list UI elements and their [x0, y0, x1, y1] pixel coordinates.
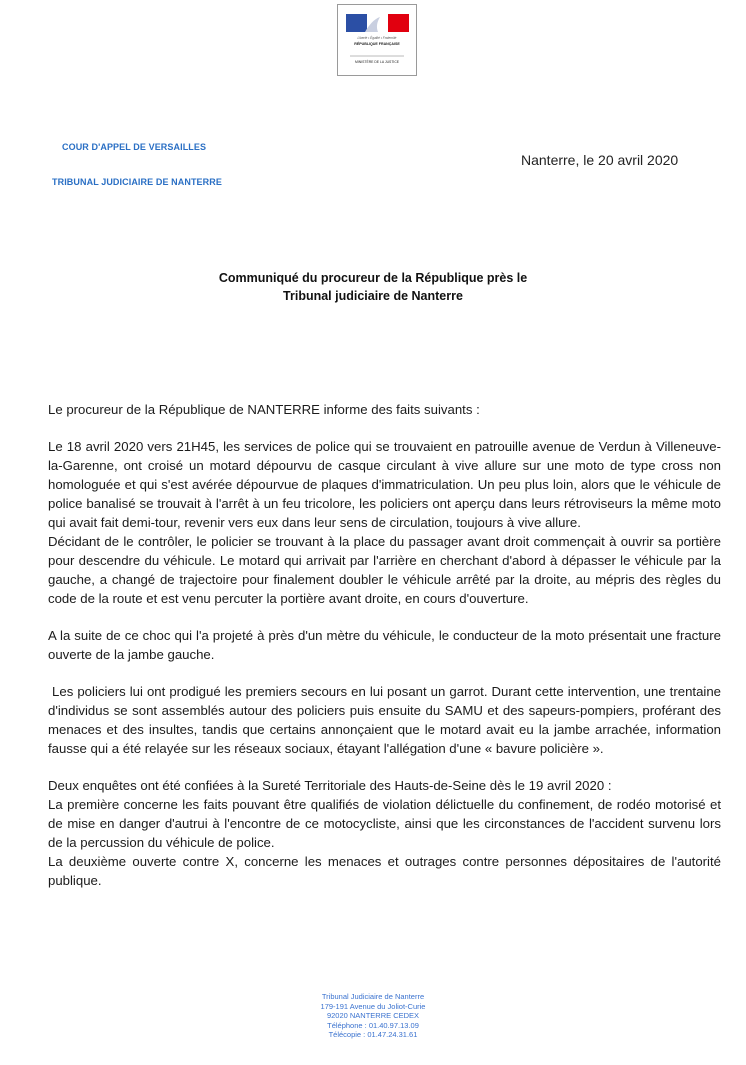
document-body [48, 400, 725, 890]
date-line: Nanterre, le 20 avril 2020 [521, 152, 679, 168]
paragraph-control: Décidant de le contrôler, le policier se trouvant à la place du passager avant droit commençait à ouvrir sa portière pour descendre du véhicule. Le motard qui arrivait par l'arrière en cherchant d'abord à dépasser le véhicule par la gauche, a changé de trajectoire pour finalement doubler le véhicule arrêté par la droite, au mépris des règles du code de la route et est venu percuter la portière avant droite, en cours d'ouverture. [48, 534, 721, 606]
paragraph-second-investigation: La deuxième ouverte contre X, concerne les menaces et outrages contre personnes dépositaires de l'autorité publique. [48, 854, 721, 888]
paragraph-injury: A la suite de ce choc qui l'a projeté à près d'un mètre du véhicule, le conducteur de la moto présentait une fracture ouverte de la jambe gauche. [48, 628, 721, 662]
logo-motto: Liberté • Égalité • Fraternité [357, 36, 397, 40]
paragraph-facts: Le 18 avril 2020 vers 21H45, les services de police qui se trouvaient en patrouille avenue de Verdun à Villeneuve-la-Garenne, ont croisé un motard dépourvu de casque circulant à vive allure sur une moto de type cross non homologuée et qui s'est avérée dépourvue de plaques d'immatriculation. Un peu plus loin, alors que le véhicule de police banalisé se trouvait à l'arrêt à un feu tricolore, les policiers ont aperçu dans leurs rétroviseurs la même moto qui avait fait demi-tour, revenir vers eux dans leur sens de circulation, toujours à vive allure. [48, 439, 721, 530]
paragraph-investigations: Deux enquêtes ont été confiées à la Sureté Territoriale des Hauts-de-Seine dès le 19 avril 2020 : [48, 778, 612, 793]
logo-republic: RÉPUBLIQUE FRANÇAISE [354, 42, 400, 46]
title-line-2: Tribunal judiciaire de Nanterre [283, 289, 463, 303]
footer-line-name: Tribunal Judiciaire de Nanterre [321, 992, 425, 1001]
court-name: COUR D'APPEL DE VERSAILLES [62, 142, 207, 152]
footer-line-fax: Télécopie : 01.47.24.31.61 [328, 1030, 418, 1039]
ministry-logo [337, 4, 417, 76]
footer-address [0, 992, 746, 1040]
intro-paragraph: Le procureur de la République de NANTERRE informe des faits suivants : [48, 402, 480, 417]
marianne-logo-icon [338, 5, 416, 75]
title-line-1: Communiqué du procureur de la République près le [218, 271, 528, 285]
footer-line-city: 92020 NANTERRE CEDEX [326, 1011, 420, 1020]
tribunal-name: TRIBUNAL JUDICIAIRE DE NANTERRE [52, 177, 222, 187]
flag-blue-band [346, 14, 367, 32]
footer-line-phone: Téléphone : 01.40.97.13.09 [327, 1020, 419, 1030]
paragraph-first-investigation: La première concerne les faits pouvant être qualifiés de violation délictuelle du confinement, de rodéo motorisé et de mise en danger d'autrui à l'encontre de ce motocycliste, ainsi que les circonstances de l'accident survenu lors de la percussion du véhicule de police. [48, 797, 721, 850]
flag-red-band [388, 14, 409, 32]
paragraph-crowd: Les policiers lui ont prodigué les premiers secours en lui posant un garrot. Durant cette intervention, une trentaine d'individus se sont assemblés autour des policiers puis ensuite du SAMU et des sapeurs-pompiers, proférant des menaces et des insultes, tandis que certains annonçaient que le motard avait eu la jambe arrachée, information fausse qui a été relayée sur les réseaux sociaux, étayant l'allégation d'une « bavure policière ». [48, 684, 725, 756]
footer-line-street: 179-191 Avenue du Joliot-Curie [320, 1001, 426, 1011]
logo-ministry: MINISTÈRE DE LA JUSTICE [354, 60, 400, 64]
document-title [0, 269, 746, 305]
